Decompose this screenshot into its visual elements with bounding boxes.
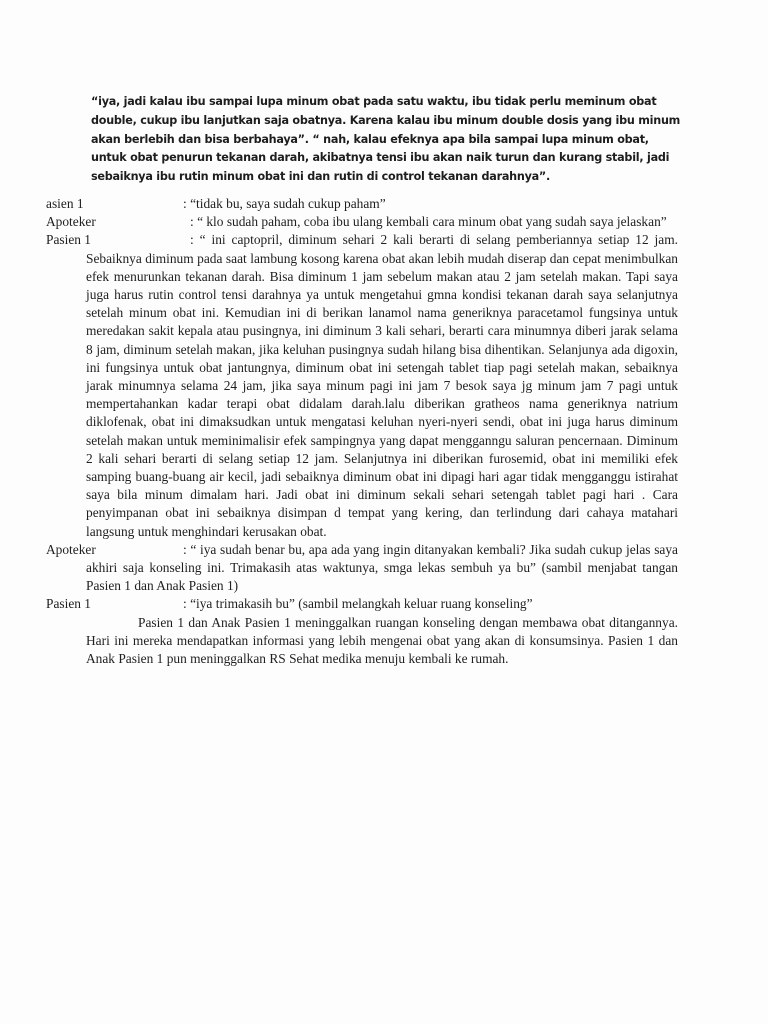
dialog-entry (46, 195, 678, 213)
speaker-label: asien 1 (46, 196, 84, 211)
dialog-section (46, 195, 678, 668)
speaker-label: Apoteker (46, 214, 96, 230)
dialog-text: : “ ini captopril, diminum sehari 2 kali berarti di selang pemberiannya setiap 12 jam. Sebaiknya diminum pada saat lambung kosong karena obat akan lebih mudah diserap dan cepat menimbulkan efek menurunkan tekanan darah. Bisa diminum 1 jam sebelum makan atau 2 jam setelah makan. Tapi saya juga harus rutin control tensi darahnya ya untuk mengetahui gmna kondisi tekanan darah saya selanjutnya setelah minum obat ini. Kemudian ini di berikan lanamol nama generiknya paracetamol fungsinya untuk meredakan sakit kepala atau pusingnya, ini diminum 3 kali sehari, berarti cara minumnya diberi jarak selama 8 jam, diminum setelah makan, jika keluhan pusingnya sudah hilang bisa dihentikan. Selanjunya ada digoxin, ini fungsinya untuk obat jantungnya, diminum obat ini setengah tablet tiap pagi setelah makan, sebaiknya jarak minumnya selama 24 jam, jika saya minum pagi ini jam 7 besok saya jg minum jam 7 pagi untuk mempertahankan kadar terapi obat didalam darah.lalu diberikan gratheos nama generiknya natrium diklofenak, obat ini dimaksudkan untuk mengatasi keluhan nyeri-nyeri sendi, obat ini juga harus diminum setelah makan untuk meminimalisir efek sampingnya yang dapat mengganngu saluran pencernaan. Diminum 2 kali sehari berarti di selang setiap 12 jam. Selanjutnya ini diberikan furosemid, obat ini memiliki efek samping buang-buang air kecil, jadi sebaiknya diminum obat ini dipagi hari agar tidak mengganggu istirahat saya bila minum dimalam hari. Jadi obat ini diminum sekali sehari setengah tablet pagi hari . Cara penyimpanan obat ini sebaiknya disimpan d tempat yang kering, dan terlindung dari cahaya matahari langsung untuk menghindari kerusakan obat. (86, 232, 678, 539)
dialog-text: : “iya trimakasih bu” (sambil melangkah keluar ruang konseling” (183, 596, 533, 612)
dialog-entry (46, 541, 678, 596)
dialog-entry (46, 595, 678, 613)
speaker-label: Pasien 1 (46, 232, 92, 248)
dialog-entry (46, 231, 678, 540)
dialog-entry (46, 213, 678, 231)
narration-paragraph: Pasien 1 dan Anak Pasien 1 meninggalkan ruangan konseling dengan membawa obat ditangannya. Hari ini mereka mendapatkan informasi yang lebih mengenai obat yang akan di konsumsinya. Pasien 1 dan Anak Pasien 1 pun meninggalkan RS Sehat medika menuju kembali ke rumah. (86, 614, 678, 667)
speaker-label: Pasien 1 (46, 596, 92, 612)
dialog-text: : “tidak bu, saya sudah cukup paham” (183, 196, 386, 211)
dialog-text: : “ klo sudah paham, coba ibu ulang kembali cara minum obat yang sudah saya jelaskan” (190, 214, 667, 230)
speaker-label: Apoteker (46, 541, 96, 557)
intro-paragraph: “iya, jadi kalau ibu sampai lupa minum obat pada satu waktu, ibu tidak perlu meminum obat double, cukup ibu lanjutkan saja obatnya. Karena kalau ibu minum double dosis yang ibu minum akan berlebih dan bisa berbahaya”. “ nah, kalau efeknya apa bila sampai lupa minum obat, untuk obat penurun tekanan darah, akibatnya tensi ibu akan naik turun dan kurang stabil, jadi sebaiknya ibu rutin minum obat ini dan rutin di control tekanan darahnya”. (91, 95, 681, 184)
dialog-text: : “ iya sudah benar bu, apa ada yang ingin ditanyakan kembali? Jika sudah cukup jelas saya akhiri saja konseling ini. Trimakasih atas waktunya, smga lekas sembuh ya bu” (sambil menjabat tangan Pasien 1 dan Anak Pasien 1) (86, 541, 678, 594)
